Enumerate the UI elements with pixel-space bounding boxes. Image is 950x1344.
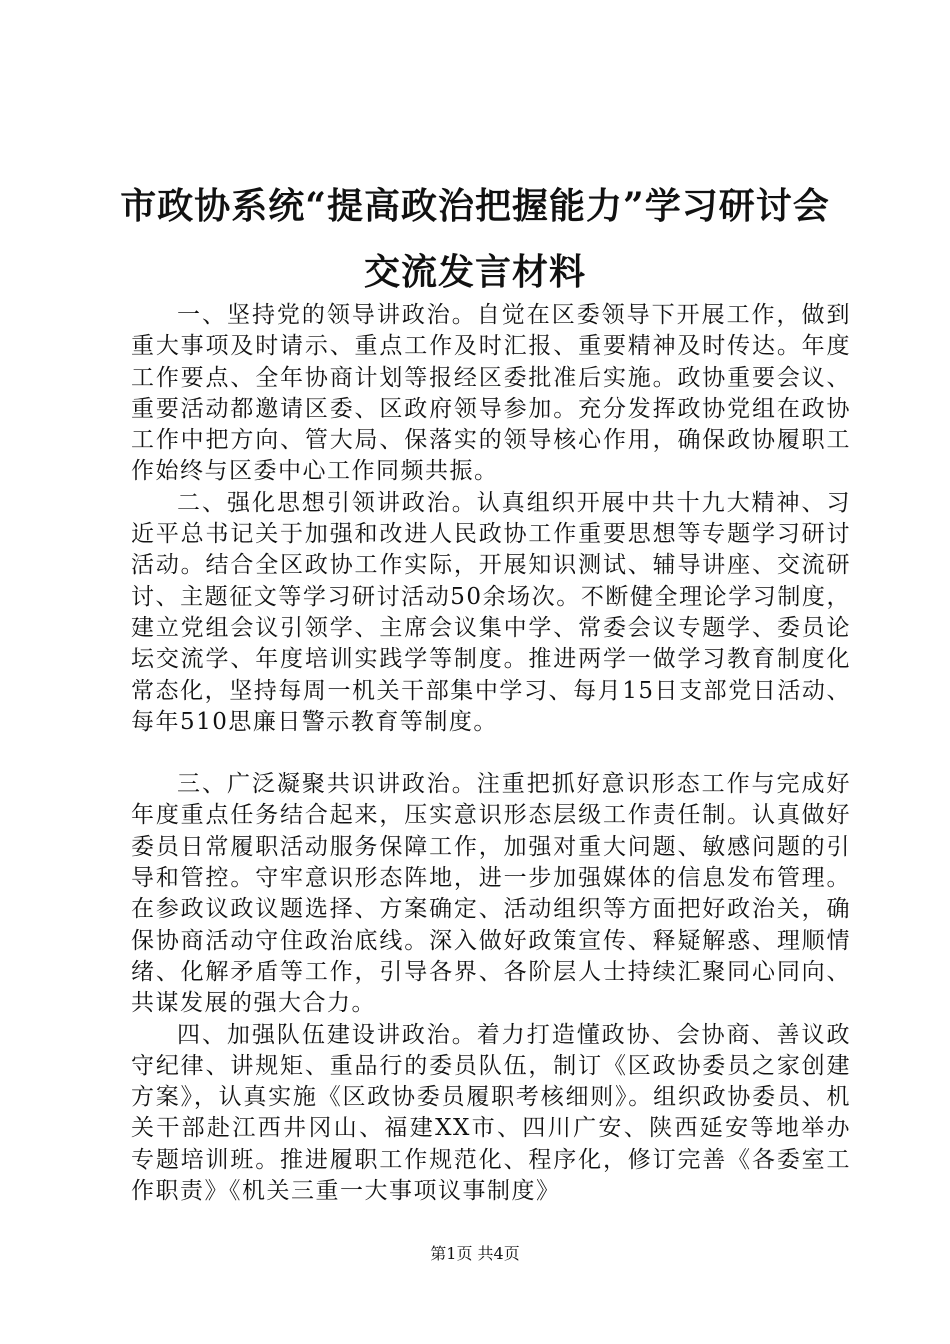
document-body [131,300,851,1207]
paragraph-3: 三、广泛凝聚共识讲政治。注重把抓好意识形态工作与完成好年度重点任务结合起来，压实意识形态层级工作责任制。认真做好委员日常履职活动服务保障工作，加强对重大问题、敏感问题的引导和管控。守牢意识形态阵地，进一步加强媒体的信息发布管理。在参政议政议题选择、方案确定、活动组织等方面把好政治关，确保协商活动守住政治底线。深入做好政策宣传、释疑解惑、理顺情绪、化解矛盾等工作，引导各界、各阶层人士持续汇聚同心同向、共谋发展的强大合力。 [131,771,851,1017]
page-footer: 第1页 共4页 [430,1244,520,1263]
paragraph-1: 一、坚持党的领导讲政治。自觉在区委领导下开展工作，做到重大事项及时请示、重点工作及时汇报、重要精神及时传达。年度工作要点、全年协商计划等报经区委批准后实施。政协重要会议、重要活动都邀请区委、区政府领导参加。充分发挥政协党组在政协工作中把方向、管大局、保落实的领导核心作用，确保政协履职工作始终与区委中心工作同频共振。 [131,302,851,485]
document-title-line-1: 市政协系统“提高政治把握能力”学习研讨会 [120,185,830,227]
paragraph-2: 二、强化思想引领讲政治。认真组织开展中共十九大精神、习近平总书记关于加强和改进人民政协工作重要思想等专题学习研讨活动。结合全区政协工作实际，开展知识测试、辅导讲座、交流研讨、主题征文等学习研讨活动50余场次。不断健全理论学习制度，建立党组会议引领学、主席会议集中学、常委会议专题学、委员论坛交流学、年度培训实践学等制度。推进两学一做学习教育制度化常态化，坚持每周一机关干部集中学习、每月15日支部党日活动、每年510思廉日警示教育等制度。 [131,489,851,735]
paragraph-4: 四、加强队伍建设讲政治。着力打造懂政协、会协商、善议政守纪律、讲规矩、重品行的委员队伍，制订《区政协委员之家创建方案》，认真实施《区政协委员履职考核细则》。组织政协委员、机关干部赴江西井冈山、福建XX市、四川广安、陕西延安等地举办专题培训班。推进履职工作规范化、程序化，修订完善《各委室工作职责》《机关三重一大事项议事制度》 [131,1021,851,1205]
document-title-line-2: 交流发言材料 [363,251,586,293]
